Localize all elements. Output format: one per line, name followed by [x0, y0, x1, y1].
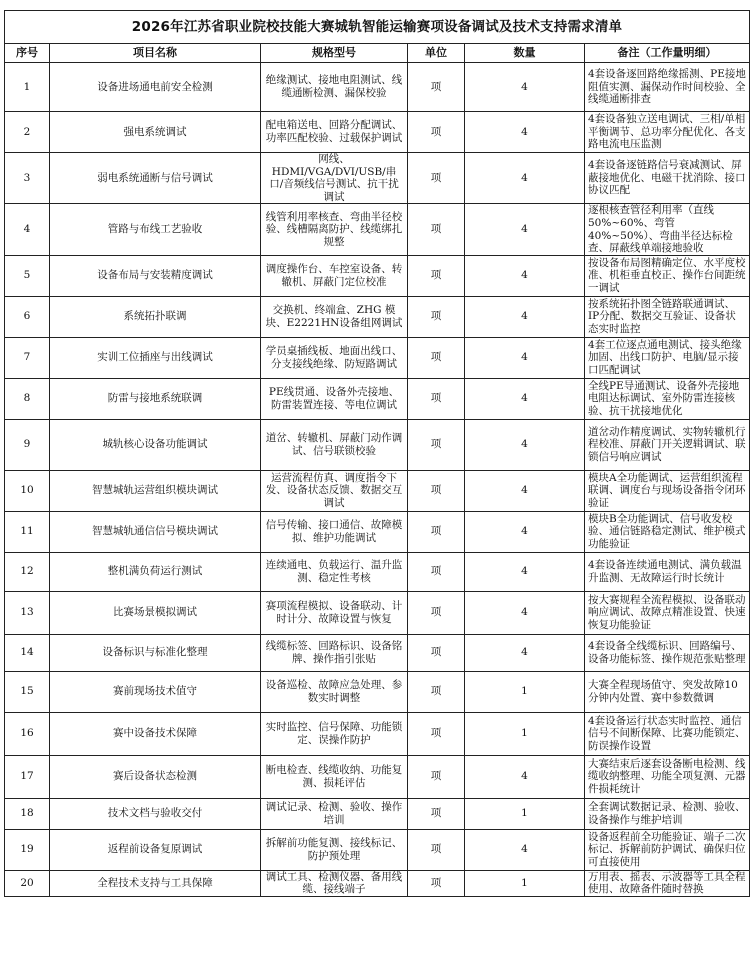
document-sheet: [4, 10, 749, 897]
row-quantity: 4: [465, 63, 585, 112]
row-spec: 学员桌插线板、地面出线口、分支接线绝缘、防短路调试: [261, 337, 408, 378]
row-seq: 5: [5, 255, 50, 296]
row-spec: 信号传输、接口通信、故障模拟、维护功能调试: [261, 511, 408, 552]
row-item-name: 设备布局与安装精度调试: [50, 255, 261, 296]
row-unit: 项: [408, 755, 465, 798]
row-quantity: 4: [465, 829, 585, 870]
requirements-table: [4, 10, 750, 897]
table-row: [5, 552, 750, 591]
row-spec: PE线贯通、设备外壳接地、防雷装置连接、等电位调试: [261, 378, 408, 419]
row-quantity: 4: [465, 419, 585, 470]
table-row: [5, 337, 750, 378]
header-seq: 序号: [5, 44, 50, 63]
row-unit: 项: [408, 63, 465, 112]
row-item-name: 返程前设备复原调试: [50, 829, 261, 870]
row-spec: 调试记录、检测、验收、操作培训: [261, 798, 408, 829]
row-spec: 设备巡检、故障应急处理、参数实时调整: [261, 671, 408, 712]
row-quantity: 1: [465, 712, 585, 755]
row-item-name: 实训工位插座与出线调试: [50, 337, 261, 378]
row-quantity: 1: [465, 798, 585, 829]
row-quantity: 4: [465, 337, 585, 378]
row-note: 4套设备逐链路信号衰减测试、屏蔽接地优化、电磁干扰消除、接口协议匹配: [585, 153, 750, 204]
row-unit: 项: [408, 552, 465, 591]
header-unit: 单位: [408, 44, 465, 63]
row-quantity: 1: [465, 671, 585, 712]
row-quantity: 4: [465, 153, 585, 204]
row-quantity: 4: [465, 552, 585, 591]
table-row: [5, 755, 750, 798]
row-seq: 14: [5, 634, 50, 671]
row-seq: 9: [5, 419, 50, 470]
row-unit: 项: [408, 337, 465, 378]
table-row: [5, 798, 750, 829]
table-row: [5, 591, 750, 634]
row-seq: 19: [5, 829, 50, 870]
row-item-name: 设备进场通电前安全检测: [50, 63, 261, 112]
row-item-name: 赛中设备技术保障: [50, 712, 261, 755]
row-seq: 3: [5, 153, 50, 204]
row-spec: 线缆标签、回路标识、设备铭牌、操作指引张贴: [261, 634, 408, 671]
row-note: 设备返程前全功能验证、端子二次标记、拆解前防护调试、确保归位可直接使用: [585, 829, 750, 870]
row-item-name: 强电系统调试: [50, 112, 261, 153]
table-row: [5, 671, 750, 712]
row-spec: 网线、HDMI/VGA/DVI/USB/串口/音频线信号测试、抗干扰调试: [261, 153, 408, 204]
table-row: [5, 378, 750, 419]
row-seq: 16: [5, 712, 50, 755]
row-unit: 项: [408, 712, 465, 755]
row-seq: 10: [5, 470, 50, 511]
row-item-name: 赛后设备状态检测: [50, 755, 261, 798]
row-spec: 道岔、转辙机、屏蔽门动作调试、信号联锁校验: [261, 419, 408, 470]
row-spec: 连续通电、负载运行、温升监测、稳定性考核: [261, 552, 408, 591]
header-quantity: 数量: [465, 44, 585, 63]
row-seq: 20: [5, 870, 50, 896]
row-note: 4套设备连续通电测试、满负载温升监测、无故障运行时长统计: [585, 552, 750, 591]
row-item-name: 系统拓扑联调: [50, 296, 261, 337]
row-spec: 调试工具、检测仪器、备用线缆、接线端子: [261, 870, 408, 896]
table-row: [5, 112, 750, 153]
row-note: 模块A全功能调试、运营组织流程联调、调度台与现场设备指令闭环验证: [585, 470, 750, 511]
row-unit: 项: [408, 255, 465, 296]
row-spec: 交换机、终端盒、ZHG 模块、E2221HN设备组网调试: [261, 296, 408, 337]
row-note: 4套设备运行状态实时监控、通信信号不间断保障、比赛功能锁定、防误操作设置: [585, 712, 750, 755]
row-seq: 15: [5, 671, 50, 712]
row-item-name: 管路与布线工艺验收: [50, 204, 261, 255]
row-note: 逐根核查管径利用率（直线50%~60%、弯管 40%~50%）、弯曲半径达标检查、屏蔽线单端接地验收: [585, 204, 750, 255]
row-unit: 项: [408, 798, 465, 829]
row-note: 4套设备全线缆标识、回路编号、设备功能标签、操作规范张贴整理: [585, 634, 750, 671]
row-item-name: 技术文档与验收交付: [50, 798, 261, 829]
table-row: [5, 511, 750, 552]
row-note: 4套设备逐回路绝缘摇测、PE接地阻值实测、漏保动作时间校验、全线缆通断排查: [585, 63, 750, 112]
row-note: 全线PE导通测试、设备外壳接地电阻达标调试、室外防雷连接核验、抗干扰接地优化: [585, 378, 750, 419]
row-spec: 拆解前功能复测、接线标记、防护预处理: [261, 829, 408, 870]
row-note: 全套调试数据记录、检测、验收、设备操作与维护培训: [585, 798, 750, 829]
row-unit: 项: [408, 296, 465, 337]
row-item-name: 比赛场景模拟调试: [50, 591, 261, 634]
row-note: 按系统拓扑图全链路联通调试、IP分配、数据交互验证、设备状态实时监控: [585, 296, 750, 337]
row-seq: 1: [5, 63, 50, 112]
table-row: [5, 870, 750, 896]
row-note: 万用表、摇表、示波器等工具全程使用、故障备件随时替换: [585, 870, 750, 896]
row-item-name: 全程技术支持与工具保障: [50, 870, 261, 896]
row-note: 大赛全程现场值守、突发故障10分钟内处置、赛中参数微调: [585, 671, 750, 712]
row-quantity: 4: [465, 511, 585, 552]
row-seq: 8: [5, 378, 50, 419]
row-unit: 项: [408, 511, 465, 552]
row-item-name: 城轨核心设备功能调试: [50, 419, 261, 470]
row-quantity: 4: [465, 591, 585, 634]
table-row: [5, 255, 750, 296]
row-quantity: 4: [465, 204, 585, 255]
table-row: [5, 712, 750, 755]
row-seq: 17: [5, 755, 50, 798]
row-note: 按设备布局图精确定位、水平度校准、机柜垂直校正、操作台间距统一调试: [585, 255, 750, 296]
row-spec: 赛项流程模拟、设备联动、计时计分、故障设置与恢复: [261, 591, 408, 634]
table-row: [5, 204, 750, 255]
row-unit: 项: [408, 829, 465, 870]
row-unit: 项: [408, 470, 465, 511]
row-seq: 4: [5, 204, 50, 255]
table-row: [5, 63, 750, 112]
row-unit: 项: [408, 634, 465, 671]
row-item-name: 赛前现场技术值守: [50, 671, 261, 712]
header-spec: 规格型号: [261, 44, 408, 63]
row-seq: 11: [5, 511, 50, 552]
table-row: [5, 634, 750, 671]
table-header-row: [5, 44, 750, 63]
row-seq: 18: [5, 798, 50, 829]
row-spec: 运营流程仿真、调度指令下发、设备状态反馈、数据交互调试: [261, 470, 408, 511]
table-row: [5, 153, 750, 204]
row-quantity: 4: [465, 634, 585, 671]
row-item-name: 防雷与接地系统联调: [50, 378, 261, 419]
row-quantity: 4: [465, 112, 585, 153]
row-spec: 实时监控、信号保障、功能锁定、误操作防护: [261, 712, 408, 755]
row-spec: 线管利用率核查、弯曲半径校验、线槽隔离防护、线缆绑扎规整: [261, 204, 408, 255]
row-unit: 项: [408, 671, 465, 712]
row-unit: 项: [408, 112, 465, 153]
table-row: [5, 419, 750, 470]
row-spec: 断电检查、线缆收纳、功能复测、损耗评估: [261, 755, 408, 798]
row-quantity: 4: [465, 470, 585, 511]
row-spec: 配电箱送电、回路分配调试、功率匹配校验、过载保护调试: [261, 112, 408, 153]
table-row: [5, 296, 750, 337]
row-unit: 项: [408, 591, 465, 634]
row-spec: 调度操作台、车控室设备、转辙机、屏蔽门定位校准: [261, 255, 408, 296]
row-note: 4套设备独立送电调试、三相/单相平衡调节、总功率分配优化、各支路电流电压监测: [585, 112, 750, 153]
row-seq: 6: [5, 296, 50, 337]
row-unit: 项: [408, 870, 465, 896]
row-item-name: 整机满负荷运行测试: [50, 552, 261, 591]
row-seq: 2: [5, 112, 50, 153]
row-item-name: 智慧城轨运营组织模块调试: [50, 470, 261, 511]
row-quantity: 4: [465, 296, 585, 337]
row-unit: 项: [408, 378, 465, 419]
row-note: 按大赛规程全流程模拟、设备联动响应调试、故障点精准设置、快速恢复功能验证: [585, 591, 750, 634]
row-quantity: 4: [465, 255, 585, 296]
row-seq: 12: [5, 552, 50, 591]
row-note: 模块B全功能调试、信号收发校验、通信链路稳定测试、维护模式功能验证: [585, 511, 750, 552]
row-unit: 项: [408, 153, 465, 204]
row-seq: 7: [5, 337, 50, 378]
row-item-name: 设备标识与标准化整理: [50, 634, 261, 671]
table-row: [5, 829, 750, 870]
row-note: 道岔动作精度调试、实物转辙机行程校准、屏蔽门开关逻辑调试、联锁信号响应调试: [585, 419, 750, 470]
row-unit: 项: [408, 204, 465, 255]
row-note: 大赛结束后逐套设备断电检测、线缆收纳整理、功能全项复测、元器件损耗统计: [585, 755, 750, 798]
row-seq: 13: [5, 591, 50, 634]
row-quantity: 4: [465, 378, 585, 419]
header-notes: 备注（工作量明细）: [585, 44, 750, 63]
row-spec: 绝缘测试、接地电阻测试、线缆通断检测、漏保校验: [261, 63, 408, 112]
row-quantity: 4: [465, 755, 585, 798]
row-unit: 项: [408, 419, 465, 470]
row-quantity: 1: [465, 870, 585, 896]
row-item-name: 智慧城轨通信信号模块调试: [50, 511, 261, 552]
row-item-name: 弱电系统通断与信号调试: [50, 153, 261, 204]
header-item-name: 项目名称: [50, 44, 261, 63]
row-note: 4套工位逐点通电测试、接头绝缘加固、出线口防护、电脑/显示接口匹配调试: [585, 337, 750, 378]
page-title: 2026年江苏省职业院校技能大赛城轨智能运输赛项设备调试及技术支持需求清单: [5, 11, 750, 44]
table-row: [5, 470, 750, 511]
